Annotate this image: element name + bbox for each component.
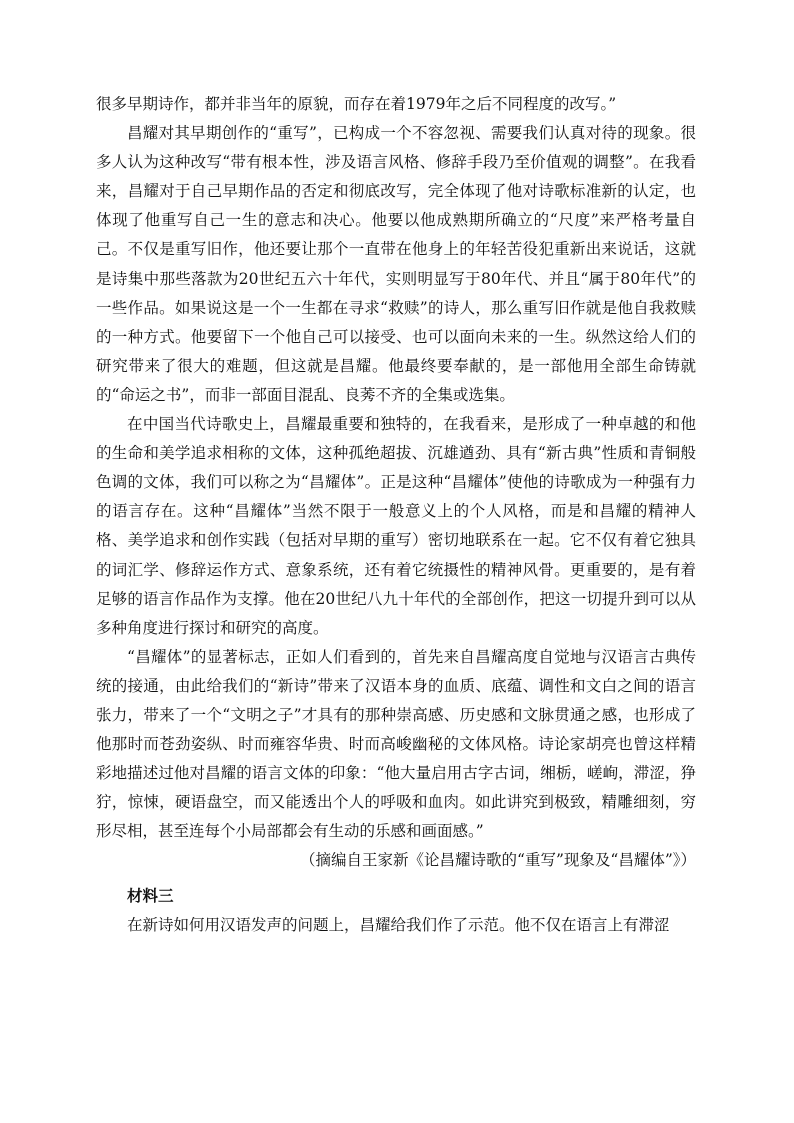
paragraph-rewrite: 昌耀对其早期创作的“重写”，已构成一个不容忽视、需要我们认真对待的现象。很多人认为这种改写“带有根本性，涉及语言风格、修辞手段乃至价值观的调整”。在我看来，昌耀对于自己早期作品的否定和彻底改写，完全体现了他对诗歌标准新的认定，也体现了他重写自己一生的意志和决心。他要以他成熟期所确立的“尺度”来严格考量自己。不仅是重写旧作，他还要让那个一直带在他身上的年轻苦役犯重新出来说话，这就是诗集中那些落款为20世纪五六十年代，实则明显写于80年代、并且“属于80年代”的一些作品。如果说这是一个一生都在寻求“救赎”的诗人，那么重写旧作就是他自我救赎的一种方式。他要留下一个他自己可以接受、也可以面向未来的一生。纵然这给人们的研究带来了很大的难题，但这就是昌耀。他最终要奉献的，是一部他用全部生命铸就的“命运之书”，而非一部面目混乱、良莠不齐的全集或选集。 (96, 124, 696, 404)
source-citation: （摘编自王家新《论昌耀诗歌的“重写”现象及“昌耀体”》） (300, 851, 696, 870)
document-body (96, 90, 696, 940)
paragraph-continuation: 很多早期诗作，都并非当年的原貌，而存在着1979年之后不同程度的改写。” (96, 95, 617, 113)
section-title-material-3: 材料三 (127, 886, 174, 905)
paragraph-changyao-style: 在中国当代诗歌史上，昌耀最重要和独特的，在我看来，是形成了一种卓越的和他的生命和美学追求相称的文体，这种孤绝超拔、沉雄遒劲、具有“新古典”性质和青铜般色调的文体，我们可以称之为“昌耀体”。正是这种“昌耀体”使他的诗歌成为一种强有力的语言存在。这种“昌耀体”当然不限于一般意义上的个人风格，而是和昌耀的精神人格、美学追求和创作实践（包括对早期的重写）密切地联系在一起。它不仅有着它独具的词汇学、修辞运作方式、意象系统，还有着它统摄性的精神风骨。更重要的，是有着足够的语言作品作为支撑。他在20世纪八九十年代的全部创作，把这一切提升到可以从多种角度进行探讨和研究的高度。 (96, 415, 696, 637)
paragraph-material-3: 在新诗如何用汉语发声的问题上，昌耀给我们作了示范。他不仅在语言上有滞涩 (127, 915, 670, 934)
paragraph-style-marks: “昌耀体”的显著标志，正如人们看到的，首先来自昌耀高度自觉地与汉语言古典传统的接通，由此给我们的“新诗”带来了汉语本身的血质、底蕴、调性和文白之间的语言张力，带来了一个“文明之子”才具有的那种崇高感、历史感和文脉贯通之感，也形成了他那时而苍劲姿纵、时而雍容华贵、时而高峻幽秘的文体风格。诗论家胡亮也曾这样精彩地描述过他对昌耀的语言文体的印象：“他大量启用古字古词，缃栃，嵯峋，滞涩，狰狞，惊悚，硬语盘空，而又能透出个人的呼吸和血肉。如此讲究到极致，精雕细刻，穷形尽相，甚至连每个小局部都会有生动的乐感和画面感。” (96, 647, 696, 841)
